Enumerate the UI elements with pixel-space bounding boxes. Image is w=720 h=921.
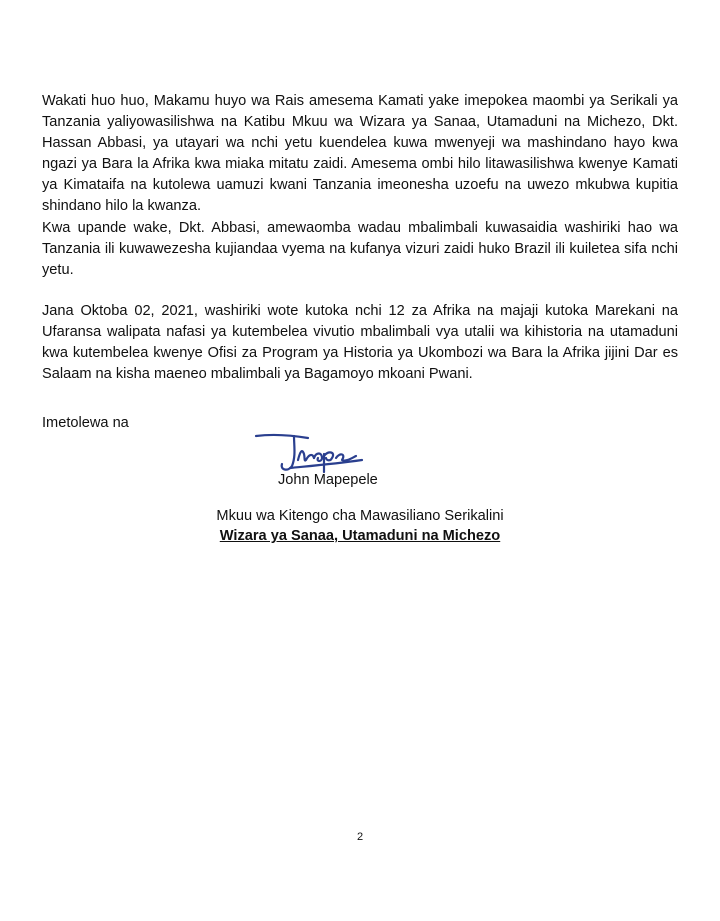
page-number: 2 [356, 831, 364, 843]
issued-by-label: Imetolewa na [42, 415, 129, 431]
paragraph-2: Kwa upande wake, Dkt. Abbasi, amewaomba wadau mbalimbali kuwasaidia washiriki hao wa Tanzania ili kuwawezesha kujiandaa vyema na kufanya vizuri zaidi huko Brazil ili kuiletea sifa nchi yetu. [42, 220, 678, 278]
ministry-name: Wizara ya Sanaa, Utamaduni na Michezo [219, 528, 501, 544]
signer-name: John Mapepele [278, 472, 378, 488]
paragraph-1: Wakati huo huo, Makamu huyo wa Rais amesema Kamati yake imepokea maombi ya Serikali ya Tanzania yaliyowasilishwa na Katibu Mkuu wa Wizara ya Sanaa, Utamaduni na Michezo, Dkt. Hassan Abbasi, ya utayari wa nchi yetu kuendelea kuwa mwenyeji wa mashindano hayo kwa ngazi ya Bara la Afrika kwa miaka mitatu zaidi. Amesema ombi hilo litawasilishwa kwenye Kamati ya Kimataifa na kutolewa uamuzi kwani Tanzania imeonesha uzoefu na uwezo mkubwa kupitia shindano hilo la kwanza. [42, 93, 678, 214]
paragraph-3: Jana Oktoba 02, 2021, washiriki wote kutoka nchi 12 za Afrika na majaji kutoka Marekani na Ufaransa walipata nafasi ya kutembelea vivutio mbalimbali vya utalii wa kihistoria na utamaduni kwa kutembelea kwenye Ofisi za Program ya Historia ya Ukombozi wa Bara la Afrika jijini Dar es Salaam na kisha maeneo mbalimbali ya Bagamoyo mkoani Pwani. [42, 303, 678, 382]
signer-title: Mkuu wa Kitengo cha Mawasiliano Serikalini [216, 508, 504, 524]
